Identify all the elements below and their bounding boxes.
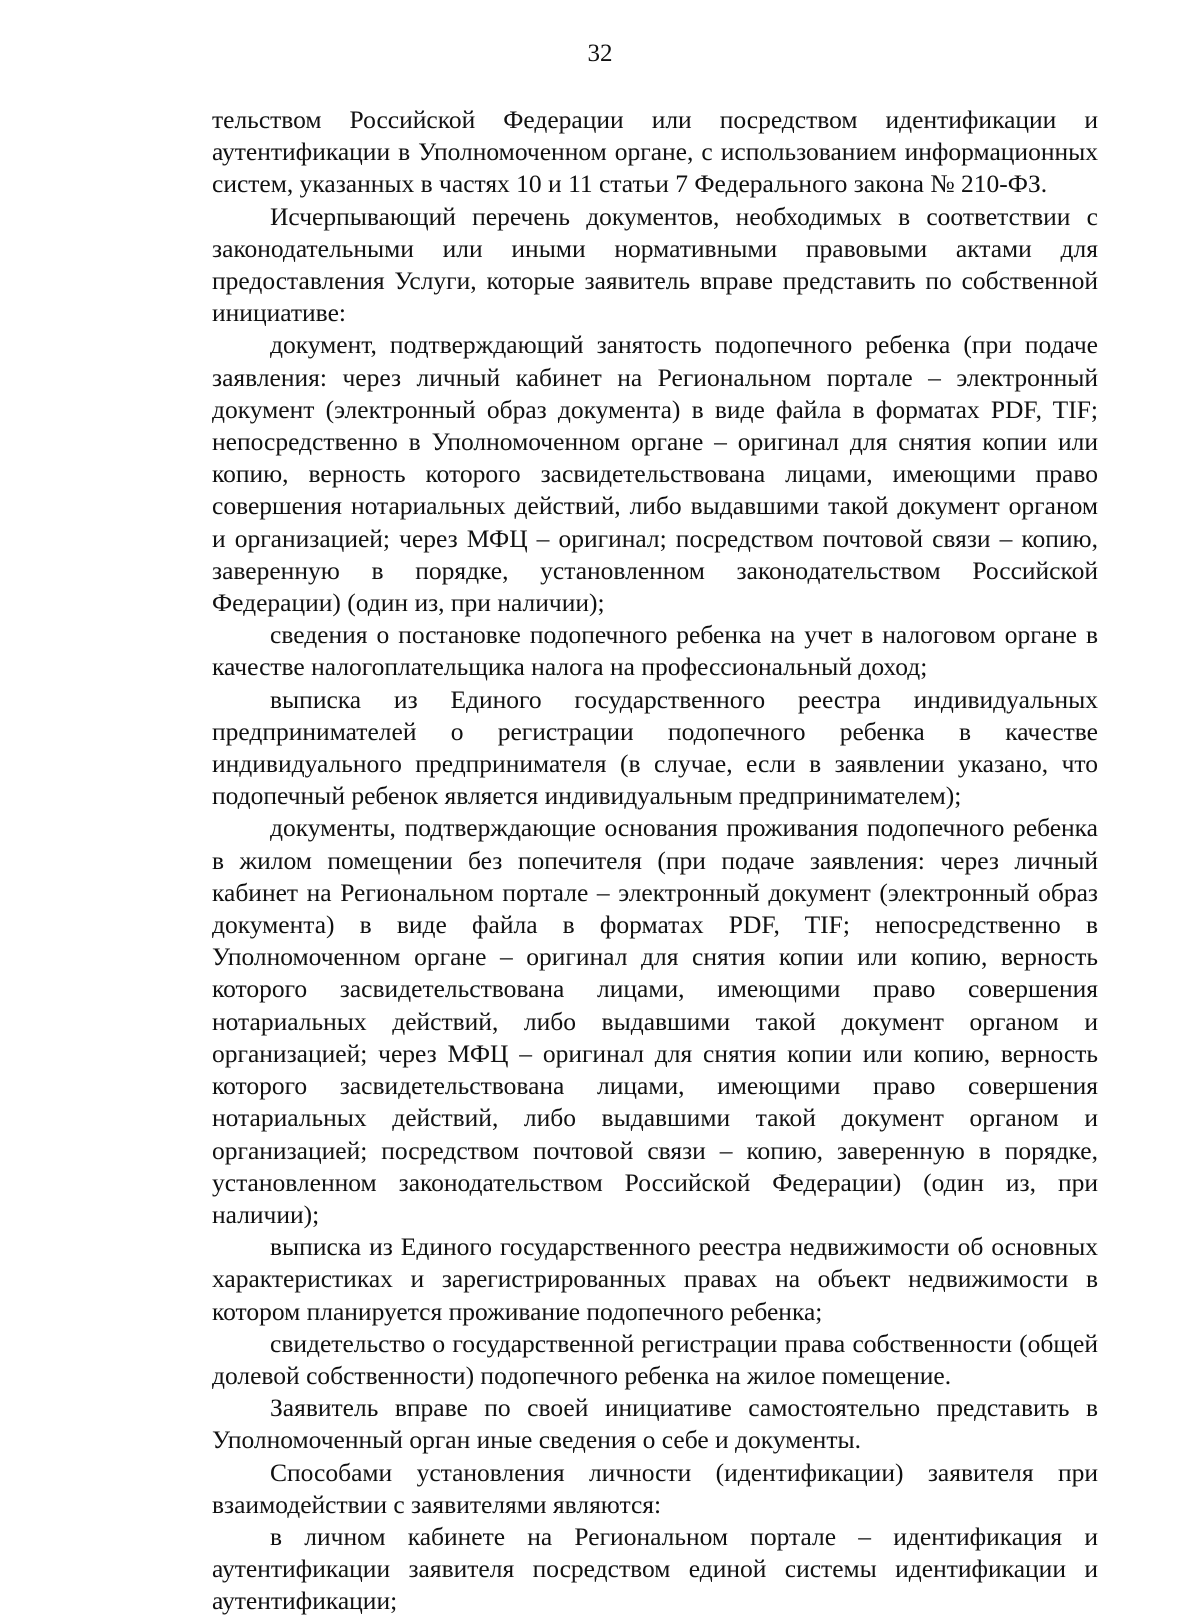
paragraph-9: Заявитель вправе по своей инициативе самостоятельно представить в Уполномоченный орган иные сведения о себе и документы.: [212, 1393, 1098, 1455]
document-body: [212, 104, 1098, 1618]
paragraph-5: выписка из Единого государственного реестра индивидуальных предпринимателей о регистрации подопечного ребенка в качестве индивидуального предпринимателя (в случае, если в заявлении указано, что подопечный ребенок является индивидуальным предпринимателем);: [212, 684, 1098, 811]
paragraph-7: выписка из Единого государственного реестра недвижимости об основных характеристиках и зарегистрированных правах на объект недвижимости в котором планируется проживание подопечного ребенка;: [212, 1232, 1098, 1326]
paragraph-2: Исчерпывающий перечень документов, необходимых в соответствии с законодательными или иными нормативными правовыми актами для предоставления Услуги, которые заявитель вправе представить по собственной инициативе:: [212, 201, 1098, 328]
paragraph-3: документ, подтверждающий занятость подопечного ребенка (при подаче заявления: через личный кабинет на Региональном портале – электронный документ (электронный образ документа) в виде файла в форматах PDF, TIF; непосредственно в Уполномоченном органе – оригинал для снятия копии или копию, верность которого засвидетельствована лицами, имеющими право совершения нотариальных действий, либо выдавшими такой документ органом и организацией; через МФЦ – оригинал; посредством почтовой связи – копию, заверенную в порядке, установленном законодательством Российской Федерации) (один из, при наличии);: [212, 330, 1098, 618]
paragraph-11: в личном кабинете на Региональном портале – идентификация и аутентификации заявителя посредством единой системы идентификации и аутентификации;: [212, 1521, 1098, 1616]
paragraph-8: свидетельство о государственной регистрации права собственности (общей долевой собственности) подопечного ребенка на жилое помещение.: [212, 1328, 1098, 1390]
paragraph-10: Способами установления личности (идентификации) заявителя при взаимодействии с заявителями являются:: [212, 1457, 1098, 1519]
paragraph-6: документы, подтверждающие основания проживания подопечного ребенка в жилом помещении без попечителя (при подаче заявления: через личный кабинет на Региональном портале – электронный документ (электронный образ документа) в виде файла в форматах PDF, TIF; непосредственно в Уполномоченном органе – оригинал для снятия копии или копию, верность которого засвидетельствована лицами, имеющими право совершения нотариальных действий, либо выдавшими такой документ органом и организацией; через МФЦ – оригинал для снятия копии или копию, верность которого засвидетельствована лицами, имеющими право совершения нотариальных действий, либо выдавшими такой документ органом и организацией; посредством почтовой связи – копию, заверенную в порядке, установленном законодательством Российской Федерации) (один из, при наличии);: [212, 813, 1098, 1229]
page-number: 32: [587, 40, 613, 67]
paragraph-1: тельством Российской Федерации или посредством идентификации и аутентификации в Уполномоченном органе, с использованием информационных систем, указанных в частях 10 и 11 статьи 7 Федерального закона № 210-ФЗ.: [212, 105, 1098, 199]
paragraph-4: сведения о постановке подопечного ребенка на учет в налоговом органе в качестве налогоплательщика налога на профессиональный доход;: [212, 620, 1098, 682]
